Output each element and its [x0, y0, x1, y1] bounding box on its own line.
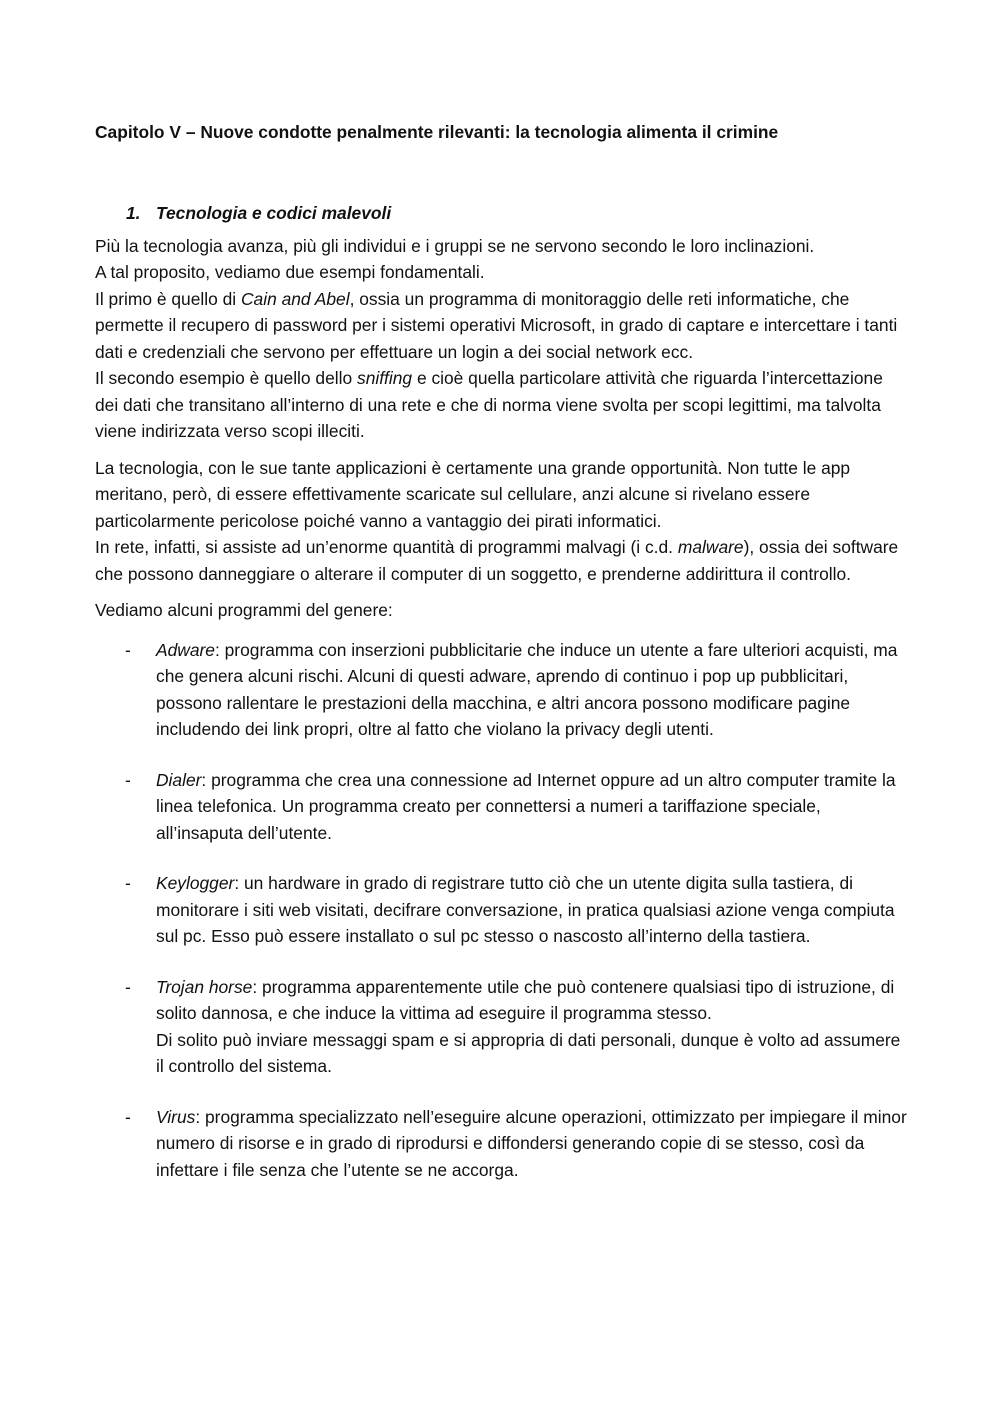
list-description: : programma specializzato nell’eseguire alcune operazioni, ottimizzato per impiegare il minor numero di risorse e in grado di riprodursi e diffondersi generando copie di se stesso, così da infettare i file senza che l’utente se ne accorga. — [156, 1106, 907, 1180]
malware-paragraph: In rete, infatti, si assiste ad un’enorme quantità di programmi malvagi (i c.d. malware), ossia dei software che possono danneggiare o alterare il computer di un soggetto, e prenderne addirittura il controllo. — [95, 537, 899, 584]
list-term: Virus — [156, 1106, 196, 1127]
list-bullet: - — [125, 873, 131, 893]
list-bullet: - — [125, 1106, 131, 1127]
document-page — [95, 118, 910, 1207]
malware-list — [95, 637, 910, 1184]
list-term: Keylogger — [156, 873, 235, 893]
list-item — [95, 974, 910, 1080]
chapter-title: Capitolo V – Nuove condotte penalmente rilevanti: la tecnologia alimenta il crimine — [95, 122, 779, 142]
paragraph-line: La tecnologia, con le sue tante applicazioni è certamente una grande opportunità. Non tutte le app meritano, però, di essere effettivamente scaricate sul cellulare, anzi alcune si rivelano essere particolarmente pericolose poiché vanno a vantaggio dei pirati informatici. — [95, 457, 851, 531]
paragraph-line: A tal proposito, vediamo due esempi fondamentali. — [95, 262, 485, 282]
cain-and-abel-paragraph: Il primo è quello di Cain and Abel, ossia un programma di monitoraggio delle reti informatiche, che permette il recupero di password per i sistemi operativi Microsoft, in grado di captare e intercettare i tanti dati e credenziali che servono per effettuare un login a dei social network ecc. — [95, 288, 898, 362]
section-number: 1. — [126, 203, 141, 223]
sniffing-term: sniffing — [357, 368, 413, 388]
list-item — [95, 637, 910, 743]
list-description: : programma con inserzioni pubblicitarie che induce un utente a fare ulteriori acquisti, ma che genera alcuni rischi. Alcuni di questi adware, aprendo di continuo i pop up pubblicitari, possono rallentare le prestazioni della macchina, e altri ancora possono modificare pagine includendo dei link propri, oltre al fatto che violano la privacy degli utenti. — [156, 639, 898, 739]
malware-term: malware — [677, 537, 744, 557]
intro-paragraph — [95, 233, 910, 445]
technology-paragraph — [95, 455, 910, 588]
sniffing-paragraph: Il secondo esempio è quello dello sniffing e cioè quella particolare attività che riguarda l’intercettazione dei dati che transitano all’interno di una rete e che di norma viene svolta per scopi legittimi, ma talvolta viene indirizzata verso scopi illeciti. — [95, 368, 883, 441]
list-bullet: - — [125, 639, 131, 660]
list-term: Dialer — [156, 769, 202, 790]
list-bullet: - — [125, 769, 131, 790]
list-description-continued: Di solito può inviare messaggi spam e si appropria di dati personali, dunque è volto ad assumere il controllo del sistema. — [156, 1029, 901, 1076]
list-intro — [95, 597, 910, 624]
paragraph-line: Più la tecnologia avanza, più gli individui e i gruppi se ne servono secondo le loro inclinazioni. — [95, 235, 815, 256]
list-description: : programma che crea una connessione ad Internet oppure ad un altro computer tramite la linea telefonica. Un programma creato per connettersi a numeri a tariffazione speciale, all’insaputa dell’utente. — [156, 769, 896, 843]
list-description: : un hardware in grado di registrare tutto ciò che un utente digita sulla tastiera, di monitorare i siti web visitati, decifrare conversazione, in pratica qualsiasi azione venga compiuta sul pc. Esso può essere installato o sul pc stesso o nascosto all’interno della tastiera. — [156, 873, 895, 946]
section-title: Tecnologia e codici malevoli — [156, 203, 392, 223]
list-item — [95, 870, 910, 950]
list-term: Adware — [156, 639, 215, 660]
list-item — [95, 1104, 910, 1184]
list-item — [95, 767, 910, 847]
section-heading — [126, 200, 910, 227]
cain-and-abel-term: Cain and Abel — [240, 288, 350, 309]
list-term: Trojan horse — [156, 976, 253, 997]
list-bullet: - — [125, 976, 131, 997]
paragraph-line: Vediamo alcuni programmi del genere: — [95, 600, 393, 620]
list-description: : programma apparentemente utile che può contenere qualsiasi tipo di istruzione, di solito dannosa, e che induce la vittima ad eseguire il programma stesso. — [156, 976, 895, 1023]
